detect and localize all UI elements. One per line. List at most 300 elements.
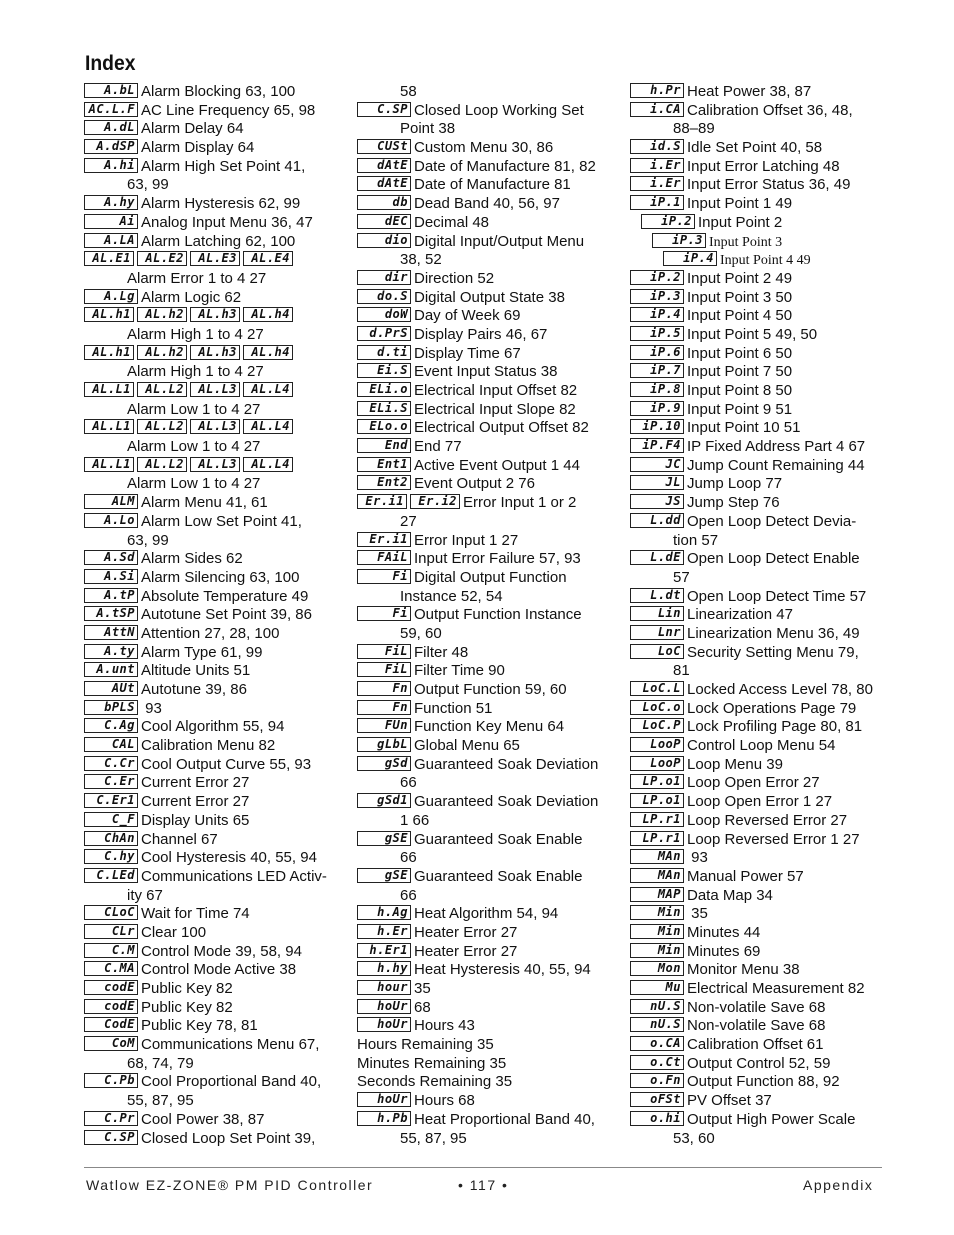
index-entry xyxy=(84,924,346,943)
parameter-code: C.Er xyxy=(84,774,138,789)
parameter-code: dEC xyxy=(357,214,411,229)
index-entry xyxy=(357,345,619,364)
index-entry xyxy=(84,980,346,999)
parameter-code: i.Er xyxy=(630,158,684,173)
index-entry xyxy=(84,438,346,457)
index-entry xyxy=(357,793,619,812)
parameter-code: ELi.S xyxy=(357,401,411,416)
entry-text: Alarm Delay 64 xyxy=(141,120,244,138)
parameter-code: CUSt xyxy=(357,139,411,154)
entry-text: Alarm Silencing 63, 100 xyxy=(141,568,300,586)
entry-text: Input Point 3 50 xyxy=(687,288,793,306)
index-entry xyxy=(357,737,619,756)
index-entry xyxy=(84,195,346,214)
index-entry xyxy=(630,1130,892,1149)
entry-text: Open Loop Detect Enable xyxy=(687,550,860,568)
parameter-code: hoUr xyxy=(357,1017,411,1032)
parameter-code: C.M xyxy=(84,943,138,958)
entry-text: Loop Reversed Error 1 27 xyxy=(687,830,860,848)
entry-text: Alarm Error 1 to 4 27 xyxy=(127,269,267,287)
entry-text: Wait for Time 74 xyxy=(141,905,250,923)
index-entry xyxy=(630,83,892,102)
index-entry xyxy=(630,457,892,476)
entry-text: Electrical Input Slope 82 xyxy=(414,400,576,418)
index-entry xyxy=(84,102,346,121)
entry-text: Cool Algorithm 55, 94 xyxy=(141,718,285,736)
index-entry xyxy=(84,1073,346,1092)
index-entry xyxy=(357,102,619,121)
index-entry xyxy=(84,176,346,195)
entry-text: Calibration Offset 36, 48, xyxy=(687,101,853,119)
parameter-code: C.Pb xyxy=(84,1073,138,1088)
entry-text: Public Key 82 xyxy=(141,980,233,997)
index-entry xyxy=(357,401,619,420)
entry-text: End 77 xyxy=(414,438,462,456)
entry-text: Analog Input Menu 36, 47 xyxy=(141,213,313,231)
index-entry xyxy=(630,849,892,868)
index-entry xyxy=(84,1036,346,1055)
index-entry xyxy=(84,887,346,906)
parameter-code: A.Sd xyxy=(84,550,138,565)
index-entry xyxy=(630,214,892,233)
index-entry xyxy=(357,457,619,476)
parameter-code: ELo.o xyxy=(357,419,411,434)
entry-text: Control Loop Menu 54 xyxy=(687,737,836,755)
index-entry xyxy=(630,644,892,663)
index-entry xyxy=(630,251,892,270)
parameter-code: gSd1 xyxy=(357,793,411,808)
index-entry xyxy=(357,270,619,289)
entry-text: Input Point 8 50 xyxy=(687,382,793,399)
entry-text: Communications LED Activ- xyxy=(141,867,327,885)
parameter-code: Ai xyxy=(84,214,138,229)
entry-text: Heater Error 27 xyxy=(414,923,518,941)
parameter-code: AL.h4 xyxy=(243,345,293,360)
parameter-code: gSE xyxy=(357,868,411,883)
parameter-code: FAiL xyxy=(357,550,411,565)
entry-text: 66 xyxy=(400,886,417,904)
parameter-code: hoUr xyxy=(357,1092,411,1107)
entry-text: Security Setting Menu 79, xyxy=(687,643,859,661)
parameter-code: AL.E4 xyxy=(243,251,293,266)
entry-text: AC Line Frequency 65, 98 xyxy=(141,101,316,119)
entry-text: Electrical Measurement 82 xyxy=(687,980,865,997)
entry-text: IP Fixed Address Part 4 67 xyxy=(687,438,866,456)
parameter-code: o.Ct xyxy=(630,1055,684,1070)
index-entry xyxy=(357,176,619,195)
entry-text: Jump Loop 77 xyxy=(687,475,783,493)
parameter-code: LoC xyxy=(630,644,684,659)
entry-text: Input Point 5 49, 50 xyxy=(687,325,818,343)
index-entry xyxy=(84,289,346,308)
parameter-code: AL.L4 xyxy=(243,457,293,472)
index-entry xyxy=(84,700,346,719)
footer-rule xyxy=(84,1167,882,1168)
parameter-code: A.LA xyxy=(84,233,138,248)
parameter-code: iP.3 xyxy=(652,233,706,248)
entry-text: 53, 60 xyxy=(673,1129,715,1147)
entry-text: Alarm Latching 62, 100 xyxy=(141,232,296,250)
index-entry xyxy=(357,774,619,793)
index-entry xyxy=(630,513,892,532)
index-entry xyxy=(630,158,892,177)
entry-text: 35 xyxy=(687,905,708,923)
footer-page-number: • 117 • xyxy=(458,1177,509,1193)
parameter-code: Mon xyxy=(630,961,684,976)
index-entry xyxy=(630,326,892,345)
entry-text: 55, 87, 95 xyxy=(400,1129,467,1147)
entry-text: 58 xyxy=(400,83,417,100)
entry-text: 66 xyxy=(400,774,417,792)
parameter-code: iP.6 xyxy=(630,345,684,360)
parameter-code: MAn xyxy=(630,849,684,864)
index-title: Index xyxy=(85,52,136,75)
index-entry xyxy=(630,139,892,158)
entry-text: Absolute Temperature 49 xyxy=(141,587,309,605)
index-entry xyxy=(630,289,892,308)
entry-text: Filter Time 90 xyxy=(414,662,505,680)
entry-text: Global Menu 65 xyxy=(414,737,520,755)
index-entry xyxy=(357,475,619,494)
parameter-code: db xyxy=(357,195,411,210)
entry-text: Non-volatile Save 68 xyxy=(687,1017,826,1035)
entry-text: Calibration Offset 61 xyxy=(687,1036,824,1054)
index-entry xyxy=(84,644,346,663)
index-entry xyxy=(357,195,619,214)
entry-text: Output Function 88, 92 xyxy=(687,1073,840,1091)
parameter-code: L.dt xyxy=(630,588,684,603)
index-entry xyxy=(357,924,619,943)
entry-text: Public Key 82 xyxy=(141,998,233,1016)
entry-text: Clear 100 xyxy=(141,923,207,941)
parameter-code: o.hi xyxy=(630,1111,684,1126)
entry-text: Filter 48 xyxy=(414,643,469,661)
entry-text: 88–89 xyxy=(673,120,715,138)
entry-text: ity 67 xyxy=(127,886,163,904)
index-entry xyxy=(630,307,892,326)
entry-text: Error Input 1 27 xyxy=(414,531,519,549)
entry-text: Input Error Latching 48 xyxy=(687,157,840,175)
parameter-code: LooP xyxy=(630,756,684,771)
index-entry xyxy=(630,382,892,401)
index-entry xyxy=(84,139,346,158)
parameter-code: o.Fn xyxy=(630,1073,684,1088)
parameter-code: AL.h3 xyxy=(190,345,240,360)
index-entry xyxy=(630,718,892,737)
parameter-code: AL.L1 xyxy=(84,419,134,434)
entry-text: Guaranteed Soak Enable xyxy=(414,830,583,848)
index-entry xyxy=(84,606,346,625)
parameter-code: FiL xyxy=(357,662,411,677)
index-entry xyxy=(84,532,346,551)
index-entry xyxy=(357,644,619,663)
entry-text: Input Point 4 50 xyxy=(687,307,793,325)
index-entry xyxy=(630,1111,892,1130)
index-entry xyxy=(630,345,892,364)
parameter-code: C.Cr xyxy=(84,756,138,771)
parameter-code: AL.L3 xyxy=(190,419,240,434)
entry-text: Display Time 67 xyxy=(414,344,521,362)
parameter-code: h.Pb xyxy=(357,1111,411,1126)
parameter-code: FUn xyxy=(357,718,411,733)
entry-text: Alarm Type 61, 99 xyxy=(141,643,263,661)
entry-text: Public Key 78, 81 xyxy=(141,1017,258,1035)
entry-text: Input Error Failure 57, 93 xyxy=(414,550,581,568)
entry-text: Lock Operations Page 79 xyxy=(687,699,857,717)
parameter-code: JS xyxy=(630,494,684,509)
parameter-code: C.LEd xyxy=(84,868,138,883)
index-entry xyxy=(357,961,619,980)
index-entry xyxy=(84,345,346,364)
index-entry xyxy=(84,625,346,644)
index-entry xyxy=(357,307,619,326)
entry-text: Alarm Menu 41, 61 xyxy=(141,494,268,512)
parameter-code: L.dE xyxy=(630,550,684,565)
index-entry xyxy=(630,1092,892,1111)
entry-text: Output Function Instance xyxy=(414,606,582,624)
index-entry xyxy=(84,363,346,382)
parameter-code: AL.L2 xyxy=(137,457,187,472)
entry-text: Channel 67 xyxy=(141,830,218,848)
parameter-code: CodE xyxy=(84,1017,138,1032)
index-entry xyxy=(630,494,892,513)
parameter-code: Mu xyxy=(630,980,684,995)
parameter-code: A.tP xyxy=(84,588,138,603)
parameter-code: dio xyxy=(357,233,411,248)
index-entry xyxy=(630,438,892,457)
parameter-code: Er.i1 xyxy=(357,532,411,547)
index-entry xyxy=(357,887,619,906)
entry-text: 68 xyxy=(414,998,431,1016)
entry-text: Input Point 6 50 xyxy=(687,344,793,362)
index-entry xyxy=(357,139,619,158)
parameter-code: MAP xyxy=(630,887,684,902)
parameter-code: Min xyxy=(630,943,684,958)
index-entry xyxy=(630,961,892,980)
entry-text: Hours Remaining 35 xyxy=(357,1036,494,1054)
parameter-code: ALM xyxy=(84,494,138,509)
parameter-code: A.hy xyxy=(84,195,138,210)
index-entry xyxy=(630,1017,892,1036)
parameter-code: AL.h1 xyxy=(84,345,134,360)
index-entry xyxy=(84,681,346,700)
parameter-code: AL.L1 xyxy=(84,457,134,472)
parameter-code: iP.4 xyxy=(663,251,717,266)
index-entry xyxy=(630,887,892,906)
entry-text: Control Mode Active 38 xyxy=(141,961,297,979)
index-entry xyxy=(630,120,892,139)
index-entry xyxy=(357,1130,619,1149)
parameter-code: oFSt xyxy=(630,1092,684,1107)
entry-text: Autotune Set Point 39, 86 xyxy=(141,606,312,624)
parameter-code: Ei.S xyxy=(357,363,411,378)
entry-text: Jump Count Remaining 44 xyxy=(687,456,865,474)
index-entry xyxy=(84,831,346,850)
parameter-code: LoC.o xyxy=(630,700,684,715)
index-entry xyxy=(357,718,619,737)
parameter-code: iP.2 xyxy=(630,270,684,285)
index-entry xyxy=(357,681,619,700)
parameter-code: A.ty xyxy=(84,644,138,659)
entry-text: Calibration Menu 82 xyxy=(141,737,276,755)
parameter-code: C.hy xyxy=(84,849,138,864)
parameter-code: iP.4 xyxy=(630,307,684,322)
parameter-code: hoUr xyxy=(357,999,411,1014)
index-entry xyxy=(84,401,346,420)
index-entry xyxy=(84,774,346,793)
entry-text: Output Function 59, 60 xyxy=(414,681,567,698)
entry-text: Alarm Blocking 63, 100 xyxy=(141,83,296,100)
parameter-code: AL.L3 xyxy=(190,457,240,472)
parameter-code: AL.L2 xyxy=(137,419,187,434)
entry-text: 35 xyxy=(414,980,431,997)
entry-text: 38, 52 xyxy=(400,251,442,269)
index-entry xyxy=(357,1073,619,1092)
entry-text: Loop Open Error 1 27 xyxy=(687,793,833,811)
index-entry xyxy=(84,569,346,588)
parameter-code: MAn xyxy=(630,868,684,883)
parameter-code: LooP xyxy=(630,737,684,752)
index-entry xyxy=(84,1130,346,1149)
parameter-code: JC xyxy=(630,457,684,472)
entry-text: Heat Power 38, 87 xyxy=(687,83,812,100)
parameter-code: A.hi xyxy=(84,158,138,173)
entry-text: Error Input 1 or 2 xyxy=(463,494,577,512)
parameter-code: A.dSP xyxy=(84,139,138,154)
parameter-code: C.Er1 xyxy=(84,793,138,808)
index-column-1 xyxy=(84,83,346,1148)
parameter-code: gSE xyxy=(357,831,411,846)
index-column-2 xyxy=(357,83,619,1148)
index-entry xyxy=(84,475,346,494)
index-entry xyxy=(630,1036,892,1055)
index-entry xyxy=(357,419,619,438)
index-entry xyxy=(357,943,619,962)
entry-text: Function Key Menu 64 xyxy=(414,718,565,736)
parameter-code: iP.5 xyxy=(630,326,684,341)
index-entry xyxy=(84,849,346,868)
entry-text: Alarm Sides 62 xyxy=(141,550,243,568)
entry-text: Loop Menu 39 xyxy=(687,755,783,773)
entry-text: Locked Access Level 78, 80 xyxy=(687,681,873,698)
parameter-code: iP.10 xyxy=(630,419,684,434)
index-entry xyxy=(357,812,619,831)
entry-text: Digital Output State 38 xyxy=(414,288,565,306)
index-entry xyxy=(84,251,346,270)
index-entry xyxy=(357,233,619,252)
entry-text: 93 xyxy=(141,699,162,717)
entry-text: Minutes Remaining 35 xyxy=(357,1054,507,1072)
parameter-code: AL.h1 xyxy=(84,307,134,322)
entry-text: Data Map 34 xyxy=(687,886,773,904)
parameter-code: do.S xyxy=(357,289,411,304)
index-entry xyxy=(84,214,346,233)
index-entry xyxy=(630,774,892,793)
index-entry xyxy=(630,532,892,551)
parameter-code: C.SP xyxy=(357,102,411,117)
parameter-code: Er.i2 xyxy=(410,494,460,509)
entry-text: Alarm Logic 62 xyxy=(141,288,242,306)
entry-text: Guaranteed Soak Deviation xyxy=(414,755,599,773)
index-entry xyxy=(630,812,892,831)
index-entry xyxy=(84,943,346,962)
index-entry xyxy=(357,326,619,345)
index-entry xyxy=(357,588,619,607)
entry-text: Cool Proportional Band 40, xyxy=(141,1073,322,1091)
parameter-code: C.Pr xyxy=(84,1111,138,1126)
parameter-code: C.MA xyxy=(84,961,138,976)
parameter-code: Ent1 xyxy=(357,457,411,472)
entry-text: Lock Profiling Page 80, 81 xyxy=(687,718,863,736)
parameter-code: AL.L4 xyxy=(243,419,293,434)
index-entry xyxy=(630,943,892,962)
index-entry xyxy=(84,307,346,326)
entry-text: Function 51 xyxy=(414,699,493,717)
index-entry xyxy=(84,270,346,289)
entry-text: Input Error Status 36, 49 xyxy=(687,176,851,194)
entry-text: 66 xyxy=(400,849,417,867)
entry-text: 63, 99 xyxy=(127,176,169,194)
entry-text: 1 66 xyxy=(400,811,430,829)
parameter-code: AL.L4 xyxy=(243,382,293,397)
entry-text: Day of Week 69 xyxy=(414,307,521,325)
entry-text: Heat Proportional Band 40, xyxy=(414,1110,595,1128)
index-entry xyxy=(630,868,892,887)
index-entry xyxy=(357,980,619,999)
parameter-code: FiL xyxy=(357,644,411,659)
entry-text: Input Point 1 49 xyxy=(687,195,793,213)
entry-text: Output Control 52, 59 xyxy=(687,1054,831,1072)
parameter-code: d.PrS xyxy=(357,326,411,341)
index-entry xyxy=(84,382,346,401)
parameter-code: CLr xyxy=(84,924,138,939)
entry-text: Input Point 9 51 xyxy=(687,400,793,418)
parameter-code: Fn xyxy=(357,700,411,715)
index-entry xyxy=(630,588,892,607)
parameter-code: Er.i1 xyxy=(357,494,407,509)
parameter-code: LP.o1 xyxy=(630,774,684,789)
index-entry xyxy=(84,513,346,532)
parameter-code: iP.1 xyxy=(630,195,684,210)
index-entry xyxy=(357,532,619,551)
entry-text: Idle Set Point 40, 58 xyxy=(687,139,823,157)
index-entry xyxy=(357,214,619,233)
entry-text: Seconds Remaining 35 xyxy=(357,1073,513,1091)
entry-text: 93 xyxy=(687,849,708,867)
entry-text: Date of Manufacture 81, 82 xyxy=(414,157,596,175)
entry-text: Electrical Input Offset 82 xyxy=(414,382,578,399)
index-column-3 xyxy=(630,83,892,1148)
parameter-code: doW xyxy=(357,307,411,322)
index-entry xyxy=(84,326,346,345)
parameter-code: A.bL xyxy=(84,83,138,98)
parameter-code: o.CA xyxy=(630,1036,684,1051)
entry-text: Heat Algorithm 54, 94 xyxy=(414,905,559,923)
index-entry xyxy=(357,999,619,1018)
entry-text: Heat Hysteresis 40, 55, 94 xyxy=(414,961,591,979)
parameter-code: LoC.L xyxy=(630,681,684,696)
entry-text: 55, 87, 95 xyxy=(127,1092,194,1110)
parameter-code: AL.h2 xyxy=(137,345,187,360)
index-entry xyxy=(357,438,619,457)
index-entry xyxy=(357,662,619,681)
entry-text: Linearization 47 xyxy=(687,606,793,624)
index-entry xyxy=(630,475,892,494)
index-entry xyxy=(630,363,892,382)
entry-text: Attention 27, 28, 100 xyxy=(141,624,280,642)
parameter-code: nU.S xyxy=(630,1017,684,1032)
parameter-code: ELi.o xyxy=(357,382,411,397)
